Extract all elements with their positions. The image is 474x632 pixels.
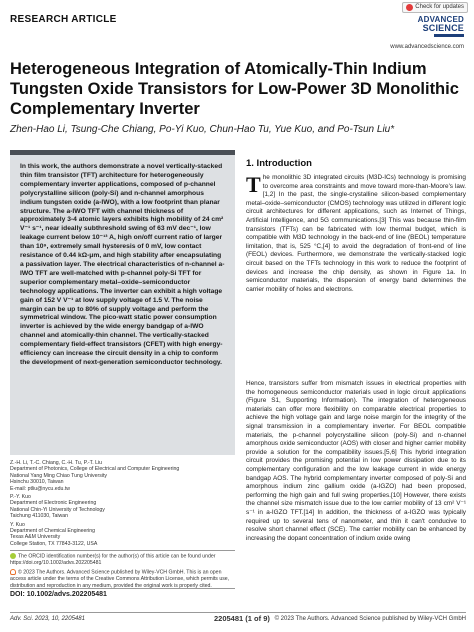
footer-divider [10, 612, 466, 613]
doi-divider [10, 588, 235, 589]
intro-paragraph-1 [246, 174, 466, 294]
intro-heading: 1. Introduction [246, 158, 312, 169]
check-updates-button[interactable] [402, 2, 468, 13]
drop-cap: T [246, 172, 261, 197]
page-header [0, 0, 474, 42]
affiliation-3: Y. Kuo Department of Chemical Engineering Texas A&M University College Station, TX 77843-3122, USA [10, 521, 98, 547]
orcid-icon [10, 553, 16, 559]
abstract-box [10, 150, 235, 455]
logo-line2: SCIENCE [422, 23, 464, 33]
intro-paragraph-2 [246, 380, 466, 543]
logo-line1: ADVANCED [417, 15, 464, 24]
intro-text-2: Hence, transistors suffer from mismatch issues in electrical properties with the homogeneous semiconductor materials used in logic circuit applications (Figure S1, Supporting Information). The integration of heterogeneous materials can offer more flexibility on comparable electrical properties to achieve the high voltage gain and large noise margin for the integrity of the signal transmission in a complementary inverter. For BEOL compatible materials, the p-channel polycrystalline silicon (poly-Si) and n-channel amorphous oxide semiconductor (AOS) with closer and higher carrier mobility provide a solution for the compatibility issues.[5,6] This hybrid integration circuit provides the promising potential in low power dissipation due to its complementary configuration and the low leakage current in wide energy bandgap AOS. The hybrid complementary inverter composed of poly-Si and amorphous indium zinc gallium oxide (a-IGZO) had been proposed, performing the high gain and full swing properties.[10] However, there exists the channel size mismatch issue due to the low carrier mobility of 13 cm² V⁻¹ s⁻¹ in a-IGZO TFT.[14] In addition, the thickness of a-IGZO was typically required up to several tens of nanometer, and thin it can't conducive to resolve short channel effect (SCE). The carrier mobility can be enhanced by increasing the dopant concentration of indium oxide owing [246, 380, 466, 542]
footer-page-number: 2205481 (1 of 9) [214, 614, 270, 623]
license-note [10, 569, 235, 589]
affiliation-2: P.-Y. Kuo Department of Electronic Engineering National Chin-Yi University of Technology Taichung 411030, Taiwan [10, 494, 105, 520]
affiliations [10, 460, 235, 549]
abstract-text: In this work, the authors demonstrate a novel vertically-stacked thin film transistor (TFT) architecture for heterogeneously complementary inverter applications, composed of p-channel polycrystalline silicon (poly-Si) and n-channel amorphous indium tungsten oxide (a-IWO), with a low footprint than planar structure. The a-IWO TFT with channel thickness of approximately 3-4 atomic layers exhibits high mobility of 24 cm² V⁻¹ s⁻¹, near ideally subthreshold swing of 63 mV dec⁻¹, low leakage current below 10⁻¹³ A, high on/off current ratio of larger than 10⁹, extremely small hysteresis of 0 mV, low contact resistance of 0.44 kΩ-μm, and high stability after encapsulating a passivation layer. The electrical characteristics of n-channel a-IWO TFT are well-matched with p-channel poly-Si TFT for superior complementary metal–oxide–semiconductor technology applications. The inverter can exhibit a high voltage gain of 152 V V⁻¹ at low supply voltage of 1.5 V. The noise margin can be up to 80% of supply voltage and perform the symmetrical window. The pico-watt static power consumption inverter is achieved by the wide energy bandgap of a-IWO channel and atomically-thin channel. The vertically-stacked complementary field-effect transistors (CFET) with high energy-efficiency can increase the circuit density in a chip to conform the development of next-generation semiconductor technology. [20, 163, 225, 366]
license-text: © 2023 The Authors. Advanced Science published by Wiley-VCH GmbH. This is an open access article under the terms of the Creative Commons Attribution License, which permits use, distribution and reproduction in any medium, provided the original work is properly cited. [10, 569, 230, 589]
footer-citation: Adv. Sci. 2023, 10, 2205481 [10, 616, 85, 622]
author-list: Zhen-Hao Li, Tsung-Che Chiang, Po-Yi Kuo, Chun-Hao Tu, Yue Kuo, and Po-Tsun Liu* [10, 124, 395, 135]
journal-logo [418, 16, 464, 33]
section-label: RESEARCH ARTICLE [10, 14, 117, 25]
article-title: Heterogeneous Integration of Atomically-Thin Indium Tungsten Oxide Transistors for Low-Power 3D Monolithic Complementary Inverter [10, 60, 459, 118]
journal-website[interactable]: www.advancedscience.com [390, 44, 464, 50]
check-updates-label: Check for updates [415, 4, 464, 10]
orcid-text: The ORCID identification number(s) for the author(s) of this article can be found under https://doi.org/10.1002/advs.202205481 [10, 553, 216, 566]
footer-copyright: © 2023 The Authors. Advanced Science published by Wiley-VCH GmbH [274, 616, 466, 622]
orcid-note [10, 553, 235, 566]
intro-text-1: he monolithic 3D integrated circuits (M3D-ICs) technology is promising to overcome area constraints and move toward more-than-Moore's law.[1,2] In the past, the single-crystalline silicon-based complementary metal–oxide–semiconductor (CMOS) technology was utilized in different logic circuit architectures for different applications, such as Internet of Things, Artificial Intelligence, and 5G communications.[3] This was because thin-film transistors (TFTs) can be fabricated with low thermal budget, which is compatible with M3D technology in the back-end of line (BEOL) temperature limitation, that is, 525 °C,[4] to avoid the degradation of front-end of line (FEOL) devices. Furthermore, we demonstrate the vertically-stacked logic circuit based on the TFTs technology in this work to reduce the footprint of devices and increase the chip density, as shown in Figure 1a. In semiconductor materials, the dispersion of energy band determines the carrier mobility of holes and electrons. [246, 174, 466, 293]
open-access-icon [10, 569, 16, 575]
article-notes [10, 553, 235, 589]
check-updates-icon [406, 4, 413, 11]
logo-bar [434, 34, 464, 37]
notes-divider [10, 550, 235, 551]
article-doi[interactable]: DOI: 10.1002/advs.202205481 [10, 591, 107, 598]
affiliation-1: Z.-H. Li, T.-C. Chiang, C.-H. Tu, P.-T. Liu Department of Photonics, College of Electrical and Computer Engineering National Yang Ming Chiao Tung University Hsinchu 30010, Taiwan E-mail: ptliu@nycu.edu.tw [10, 460, 180, 492]
